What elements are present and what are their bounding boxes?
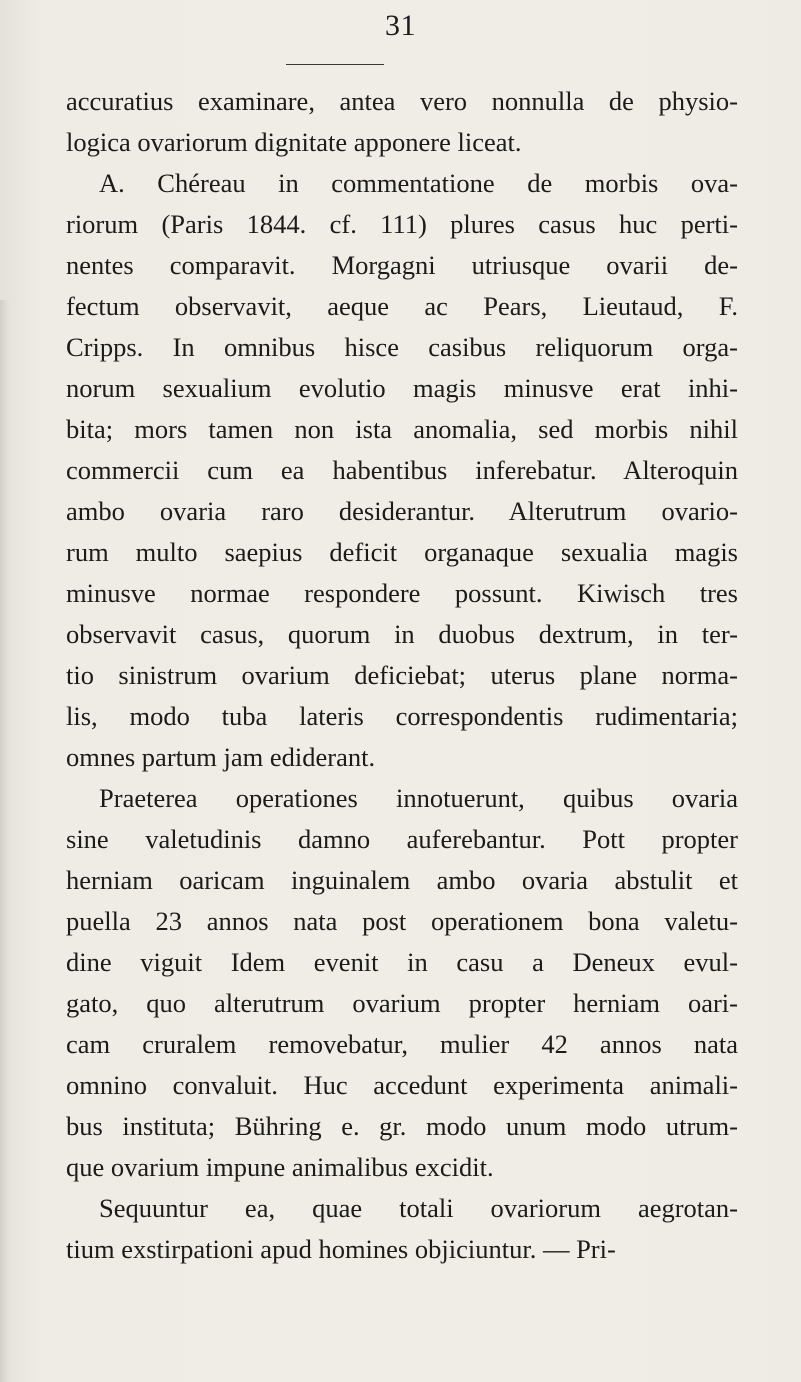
text-line: rum multo saepius deficit organaque sexualia magis: [66, 537, 738, 567]
text-line: bita; mors tamen non ista anomalia, sed morbis nihil: [66, 414, 738, 444]
page-number: 31: [385, 9, 416, 42]
header-rule: [286, 64, 384, 65]
text-line: riorum (Paris 1844. cf. 111) plures casus huc perti-: [66, 209, 738, 239]
text-line: commercii cum ea habentibus inferebatur. Alteroquin: [66, 455, 738, 485]
text-line: cam cruralem removebatur, mulier 42 annos nata: [66, 1029, 738, 1059]
text-line: lis, modo tuba lateris correspondentis rudimentaria;: [66, 701, 738, 731]
text-line: que ovarium impune animalibus excidit.: [66, 1152, 494, 1182]
text-line: tium exstirpationi apud homines objiciuntur. — Pri-: [66, 1234, 616, 1264]
text-line: norum sexualium evolutio magis minusve erat inhi-: [66, 373, 738, 403]
text-line: Praeterea operationes innotuerunt, quibus ovaria: [99, 783, 738, 813]
text-line: minusve normae respondere possunt. Kiwisch tres: [66, 578, 738, 608]
text-line: accuratius examinare, antea vero nonnulla de physio-: [66, 86, 738, 116]
text-line: A. Chéreau in commentatione de morbis ova-: [99, 168, 738, 198]
text-line: omnino convaluit. Huc accedunt experimenta animali-: [66, 1070, 738, 1100]
text-line: omnes partum jam ediderant.: [66, 742, 376, 772]
text-line: herniam oaricam inguinalem ambo ovaria abstulit et: [66, 865, 738, 895]
text-line: ambo ovaria raro desiderantur. Alterutrum ovario-: [66, 496, 738, 526]
text-line: dine viguit Idem evenit in casu a Deneux evul-: [66, 947, 738, 977]
text-line: nentes comparavit. Morgagni utriusque ovarii de-: [66, 250, 738, 280]
text-line: fectum observavit, aeque ac Pears, Lieutaud, F.: [66, 291, 738, 321]
text-line: sine valetudinis damno auferebantur. Pott propter: [66, 824, 738, 854]
text-line: Sequuntur ea, quae totali ovariorum aegrotan-: [99, 1193, 738, 1223]
text-line: gato, quo alterutrum ovarium propter herniam oari-: [66, 988, 738, 1018]
text-line: Cripps. In omnibus hisce casibus reliquorum orga-: [66, 332, 738, 362]
text-line: tio sinistrum ovarium deficiebat; uterus plane norma-: [66, 660, 738, 690]
text-line: puella 23 annos nata post operationem bona valetu-: [66, 906, 738, 936]
text-line: logica ovariorum dignitate apponere liceat.: [66, 127, 522, 157]
text-line: observavit casus, quorum in duobus dextrum, in ter-: [66, 619, 738, 649]
text-line: bus instituta; Bühring e. gr. modo unum modo utrum-: [66, 1111, 738, 1141]
